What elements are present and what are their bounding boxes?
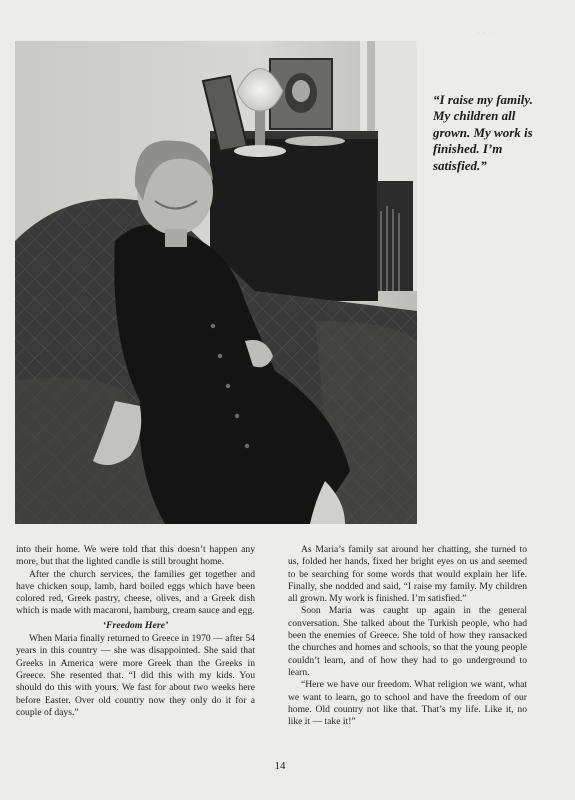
corner-mark: · · · <box>478 30 492 36</box>
subheading: ‘Freedom Here’ <box>102 619 169 631</box>
paragraph: Soon Maria was caught up again in the general conversation. She talked about the Turkish people, who had been the enemies of Greece. She told of how they ransacked the churches and homes and schools, so that the young people couldn’t learn, and of how they had to go underground to learn. <box>288 605 527 678</box>
paragraph: into their home. We were told that this doesn’t happen any more, but that the lighted candle is still brought home. <box>16 544 255 568</box>
page-number: 14 <box>274 760 286 772</box>
paragraph: As Maria’s family sat around her chatting, she turned to us, folded her hands, fixed her bright eyes on us and seemed to be searching for some words that would explain her life. Finally, she nodded and said, “I raise my family. My children all grown. My work is finished. I’m satisfied.” <box>288 544 527 605</box>
right-column <box>288 544 527 728</box>
paragraph: “Here we have our freedom. What religion we want, what we want to learn, go to school and have the freedom of our home. Old country not like that. That’s my life. Like it, no like it — take it!” <box>288 679 527 728</box>
paragraph: When Maria finally returned to Greece in 1970 — after 54 years in this country — she was disappointed. She said that Greeks in America were more Greek than the Greeks in Greece. She resented that. “I did this with my kids. You should do this with yours. We fast for about two weeks here before Easter. Over old country now they only do it for a couple of days.” <box>16 633 255 718</box>
photo-elderly-woman-seated <box>15 41 417 524</box>
left-column <box>16 544 255 719</box>
pull-quote: “I raise my family. My children all grown. My work is finished. I’m satisfied.” <box>433 92 533 173</box>
paragraph: After the church services, the families get together and have chicken soup, lamb, hard boiled eggs which have been colored red, Greek pastry, cheese, olives, and a Greek dish which is made with macaroni, hamburg, cream sauce and egg. <box>16 568 255 617</box>
